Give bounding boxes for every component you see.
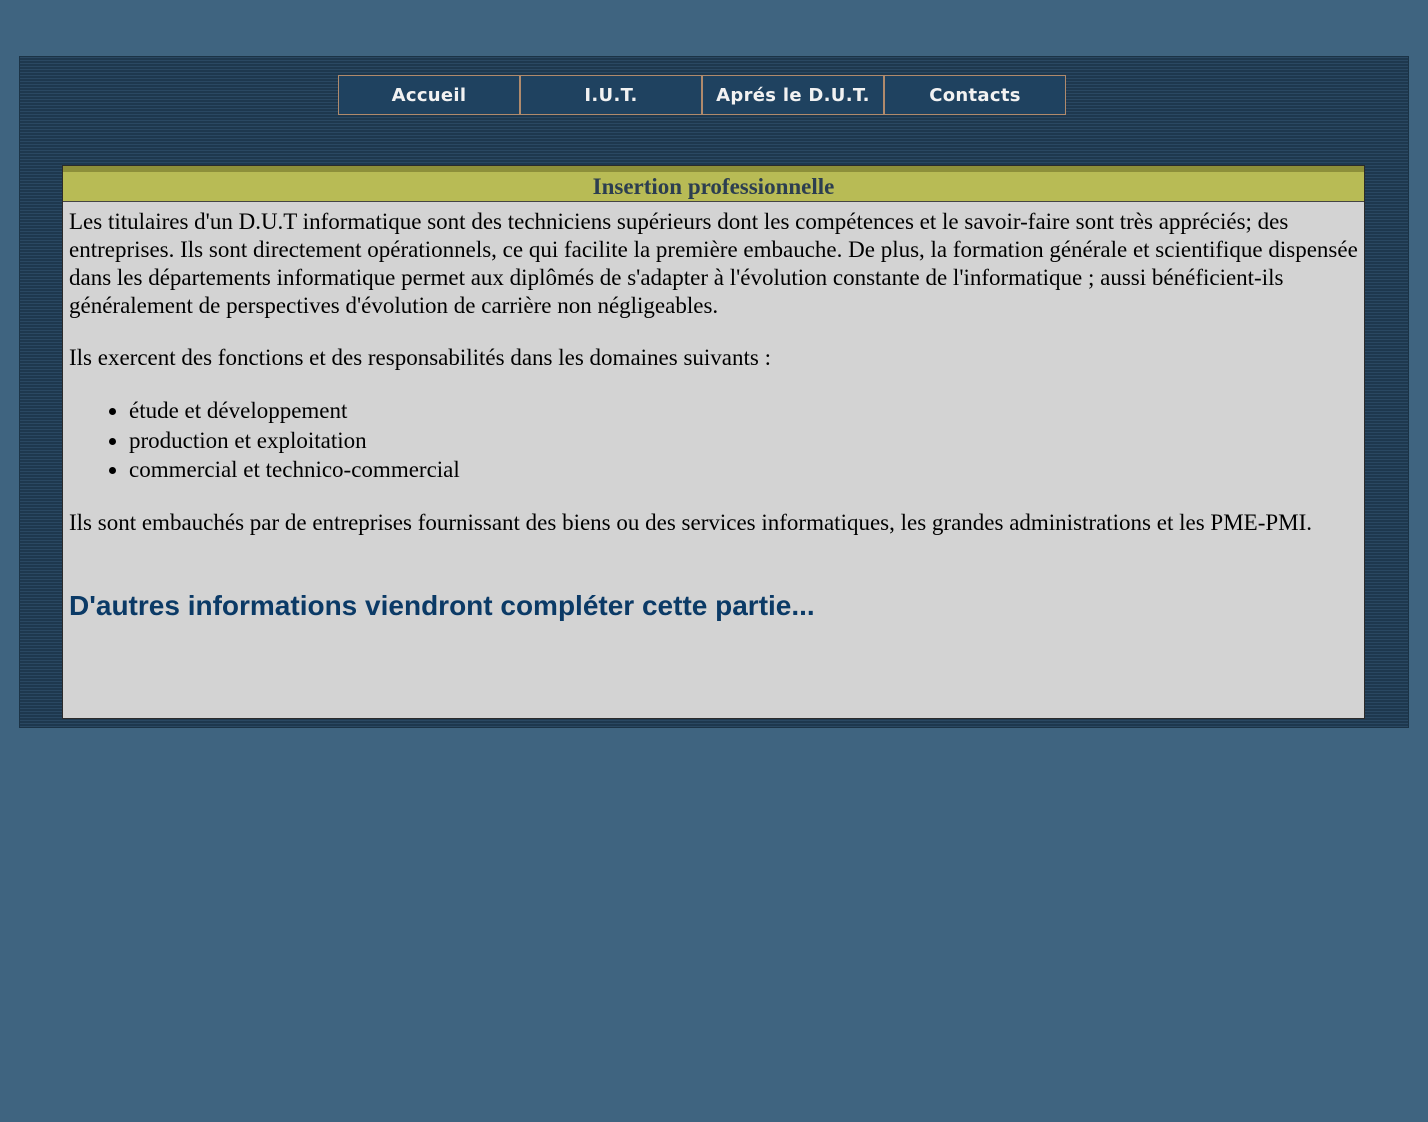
- list-item: • étude et développement: [129, 396, 1358, 426]
- panel-body: [63, 202, 1364, 623]
- top-navigation: [338, 75, 1066, 115]
- intro-paragraph: Les titulaires d'un D.U.T informatique sont des techniciens supérieurs dont les compétences et le savoir-faire sont très appréciés; des entreprises. Ils sont directement opérationnels, ce qui facilite la première embauche. De plus, la formation générale et scientifique dispensée dans les départements informatique permet aux diplômés de s'adapter à l'évolution constante de l'informatique ; aussi bénéficient-ils généralement de perspectives d'évolution de carrière non négligeables.: [69, 209, 1358, 318]
- panel-title: Insertion professionnelle: [63, 166, 1364, 202]
- list-item: • commercial et technico-commercial: [129, 455, 1358, 485]
- domains-list: [69, 396, 1358, 485]
- list-item: • production et exploitation: [129, 426, 1358, 456]
- content-panel: [62, 165, 1365, 719]
- main-frame: [19, 56, 1409, 728]
- employers-paragraph: Ils sont embauchés par de entreprises fournissant des biens ou des services informatiques, les grandes administrations et les PME-PMI.: [69, 509, 1313, 535]
- domains-intro-paragraph: Ils exercent des fonctions et des responsabilités dans les domaines suivants :: [69, 345, 771, 370]
- nav-item-contacts[interactable]: Contacts: [884, 75, 1066, 115]
- nav-item-accueil[interactable]: Accueil: [338, 75, 520, 115]
- nav-item-apres-dut[interactable]: Aprés le D.U.T.: [702, 75, 884, 115]
- more-info-heading: D'autres informations viendront compléter cette partie...: [69, 589, 815, 621]
- nav-item-iut[interactable]: I.U.T.: [520, 75, 702, 115]
